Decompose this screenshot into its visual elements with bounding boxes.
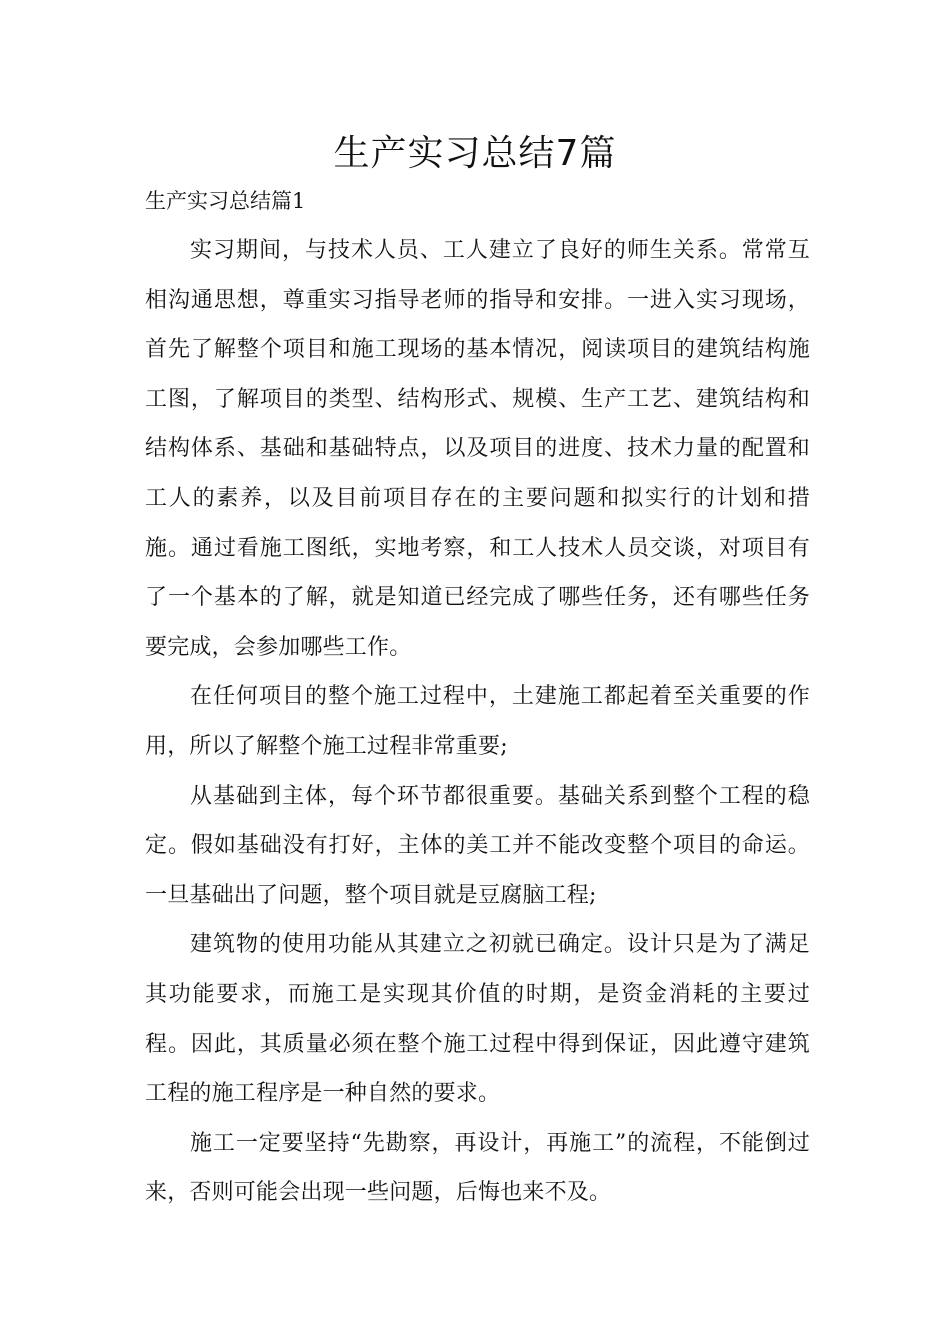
section-heading: 生产实习总结篇1 — [145, 189, 306, 213]
paragraph: 建筑物的使用功能从其建立之初就已确定。设计只是为了满足其功能要求，而施工是实现其价值的时期，是资金消耗的主要过程。因此，其质量必须在整个施工过程中得到保证，因此遵守建筑工程的施工程序是一种自然的要求。 — [145, 932, 810, 1107]
paragraph: 在任何项目的整个施工过程中，土建施工都起着至关重要的作用，所以了解整个施工过程非常重要; — [145, 684, 810, 759]
document-title: 生产实习总结7篇 — [333, 133, 617, 174]
paragraph: 从基础到主体，每个环节都很重要。基础关系到整个工程的稳定。假如基础没有打好，主体的美工并不能改变整个项目的命运。一旦基础出了问题，整个项目就是豆腐脑工程; — [145, 783, 810, 908]
paragraph: 实习期间，与技术人员、工人建立了良好的师生关系。常常互相沟通思想，尊重实习指导老师的指导和安排。一进入实习现场，首先了解整个项目和施工现场的基本情况，阅读项目的建筑结构施工图，了解项目的类型、结构形式、规模、生产工艺、建筑结构和结构体系、基础和基础特点，以及项目的进度、技术力量的配置和工人的素养，以及目前项目存在的主要问题和拟实行的计划和措施。通过看施工图纸，实地考察，和工人技术人员交谈，对项目有了一个基本的了解，就是知道已经完成了哪些任务，还有哪些任务要完成，会参加哪些工作。 — [145, 238, 810, 660]
paragraph: 施工一定要坚持“先勘察，再设计，再施工”的流程，不能倒过来，否则可能会出现一些问题，后悔也来不及。 — [145, 1130, 810, 1206]
document-body — [145, 226, 810, 1218]
